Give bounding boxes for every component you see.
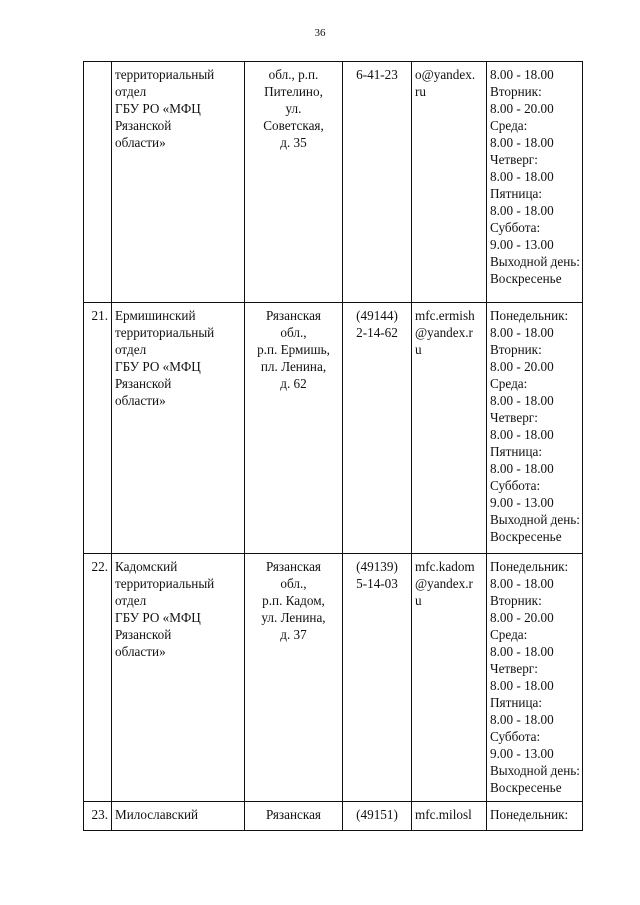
email-line: mfc.ermish <box>415 308 475 323</box>
working-hours-line: 9.00 - 13.00 <box>490 237 554 252</box>
phone-cell <box>343 62 412 303</box>
email-line: u <box>415 342 422 357</box>
office-name-line: отдел <box>115 342 147 357</box>
working-hours-line: Среда: <box>490 376 528 391</box>
working-hours-line: Суббота: <box>490 220 541 235</box>
working-hours-line: Пятница: <box>490 444 543 459</box>
address-line: пл. Ленина, <box>260 359 327 374</box>
office-name-line: отдел <box>115 84 147 99</box>
working-hours-line: Выходной день: <box>490 763 580 778</box>
working-hours-line: 8.00 - 18.00 <box>490 427 554 442</box>
working-hours-line: Воскресенье <box>490 529 562 544</box>
table-body <box>84 62 583 831</box>
address-line: Рязанская <box>266 807 321 822</box>
working-hours-line: 8.00 - 18.00 <box>490 67 554 82</box>
office-name-line: ГБУ РО «МФЦ <box>115 359 201 374</box>
working-hours-line: Выходной день: <box>490 512 580 527</box>
working-hours-line: 8.00 - 18.00 <box>490 135 554 150</box>
working-hours-cell <box>487 62 583 303</box>
working-hours-line: 9.00 - 13.00 <box>490 746 554 761</box>
address-cell <box>245 303 343 554</box>
office-name-cell <box>112 303 245 554</box>
working-hours-line: 9.00 - 13.00 <box>490 495 554 510</box>
office-name-line: Рязанской <box>115 627 172 642</box>
working-hours-line: Понедельник: <box>490 559 569 574</box>
phone-line: 6-41-23 <box>356 67 398 82</box>
working-hours-cell <box>487 303 583 554</box>
address-line: р.п. Ермишь, <box>257 342 330 357</box>
working-hours-line: Вторник: <box>490 84 542 99</box>
office-name-line: отдел <box>115 593 147 608</box>
working-hours-line: 8.00 - 18.00 <box>490 644 554 659</box>
working-hours-line: Вторник: <box>490 593 542 608</box>
row-number-cell: 21. <box>84 303 112 554</box>
phone-line: (49151) <box>356 807 398 822</box>
office-name-line: Рязанской <box>115 118 172 133</box>
working-hours-line: Выходной день: <box>490 254 580 269</box>
address-cell <box>245 62 343 303</box>
address-line: Рязанская <box>266 308 321 323</box>
address-cell <box>245 802 343 831</box>
office-name-line: области» <box>115 135 166 150</box>
row-number-cell: 22. <box>84 554 112 802</box>
office-name-line: территориальный <box>115 325 215 340</box>
working-hours-line: 8.00 - 20.00 <box>490 359 554 374</box>
address-line: д. 35 <box>280 135 307 150</box>
address-line: д. 62 <box>280 376 307 391</box>
email-line: @yandex.r <box>415 325 473 340</box>
table-row <box>84 303 583 554</box>
address-line: обл., <box>280 576 307 591</box>
address-line: д. 37 <box>280 627 307 642</box>
working-hours-line: Понедельник: <box>490 807 569 822</box>
working-hours-line: Суббота: <box>490 729 541 744</box>
phone-line: 5-14-03 <box>356 576 398 591</box>
working-hours-line: 8.00 - 20.00 <box>490 610 554 625</box>
working-hours-line: 8.00 - 18.00 <box>490 325 554 340</box>
working-hours-line: Понедельник: <box>490 308 569 323</box>
phone-line: 2-14-62 <box>356 325 398 340</box>
phone-cell <box>343 802 412 831</box>
working-hours-line: Среда: <box>490 627 528 642</box>
office-name-line: ГБУ РО «МФЦ <box>115 610 201 625</box>
email-cell <box>412 303 487 554</box>
phone-line: (49144) <box>356 308 398 323</box>
address-line: Пителино, <box>264 84 323 99</box>
working-hours-line: Среда: <box>490 118 528 133</box>
working-hours-line: Пятница: <box>490 695 543 710</box>
working-hours-line: Вторник: <box>490 342 542 357</box>
working-hours-cell <box>487 554 583 802</box>
row-number-cell <box>84 62 112 303</box>
office-name-line: Рязанской <box>115 376 172 391</box>
working-hours-line: Воскресенье <box>490 271 562 286</box>
working-hours-line: 8.00 - 18.00 <box>490 712 554 727</box>
working-hours-line: 8.00 - 18.00 <box>490 169 554 184</box>
working-hours-line: Четверг: <box>490 661 538 676</box>
office-name-line: области» <box>115 644 166 659</box>
working-hours-line: Воскресенье <box>490 780 562 795</box>
table-row <box>84 62 583 303</box>
working-hours-line: 8.00 - 20.00 <box>490 101 554 116</box>
address-line: ул. Ленина, <box>261 610 326 625</box>
email-line: mfc.milosl <box>415 807 472 822</box>
email-line: o@yandex. <box>415 67 476 82</box>
working-hours-line: Пятница: <box>490 186 543 201</box>
phone-cell <box>343 554 412 802</box>
working-hours-line: Суббота: <box>490 478 541 493</box>
office-name-cell <box>112 62 245 303</box>
working-hours-line: 8.00 - 18.00 <box>490 393 554 408</box>
office-name-line: Ермишинский <box>115 308 196 323</box>
address-cell <box>245 554 343 802</box>
address-line: р.п. Кадом, <box>262 593 325 608</box>
email-line: u <box>415 593 422 608</box>
address-line: обл., <box>280 325 307 340</box>
email-line: @yandex.r <box>415 576 473 591</box>
office-name-line: территориальный <box>115 67 215 82</box>
email-cell <box>412 62 487 303</box>
office-name-cell <box>112 802 245 831</box>
address-line: Советская, <box>263 118 324 133</box>
mfc-offices-table <box>83 61 583 831</box>
office-name-line: Милославский <box>115 807 199 822</box>
working-hours-line: 8.00 - 18.00 <box>490 461 554 476</box>
address-line: Рязанская <box>266 559 321 574</box>
working-hours-line: 8.00 - 18.00 <box>490 678 554 693</box>
phone-cell <box>343 303 412 554</box>
office-name-line: территориальный <box>115 576 215 591</box>
row-number-cell: 23. <box>84 802 112 831</box>
address-line: ул. <box>285 101 302 116</box>
working-hours-line: 8.00 - 18.00 <box>490 203 554 218</box>
working-hours-line: 8.00 - 18.00 <box>490 576 554 591</box>
email-line: ru <box>415 84 426 99</box>
office-name-line: Кадомский <box>115 559 178 574</box>
office-name-line: области» <box>115 393 166 408</box>
table-row <box>84 802 583 831</box>
office-name-cell <box>112 554 245 802</box>
office-name-line: ГБУ РО «МФЦ <box>115 101 201 116</box>
email-line: mfc.kadom <box>415 559 475 574</box>
email-cell <box>412 554 487 802</box>
working-hours-line: Четверг: <box>490 410 538 425</box>
phone-line: (49139) <box>356 559 398 574</box>
address-line: обл., р.п. <box>268 67 319 82</box>
page-number: 36 <box>314 27 326 39</box>
table-row <box>84 554 583 802</box>
working-hours-line: Четверг: <box>490 152 538 167</box>
working-hours-cell <box>487 802 583 831</box>
email-cell <box>412 802 487 831</box>
